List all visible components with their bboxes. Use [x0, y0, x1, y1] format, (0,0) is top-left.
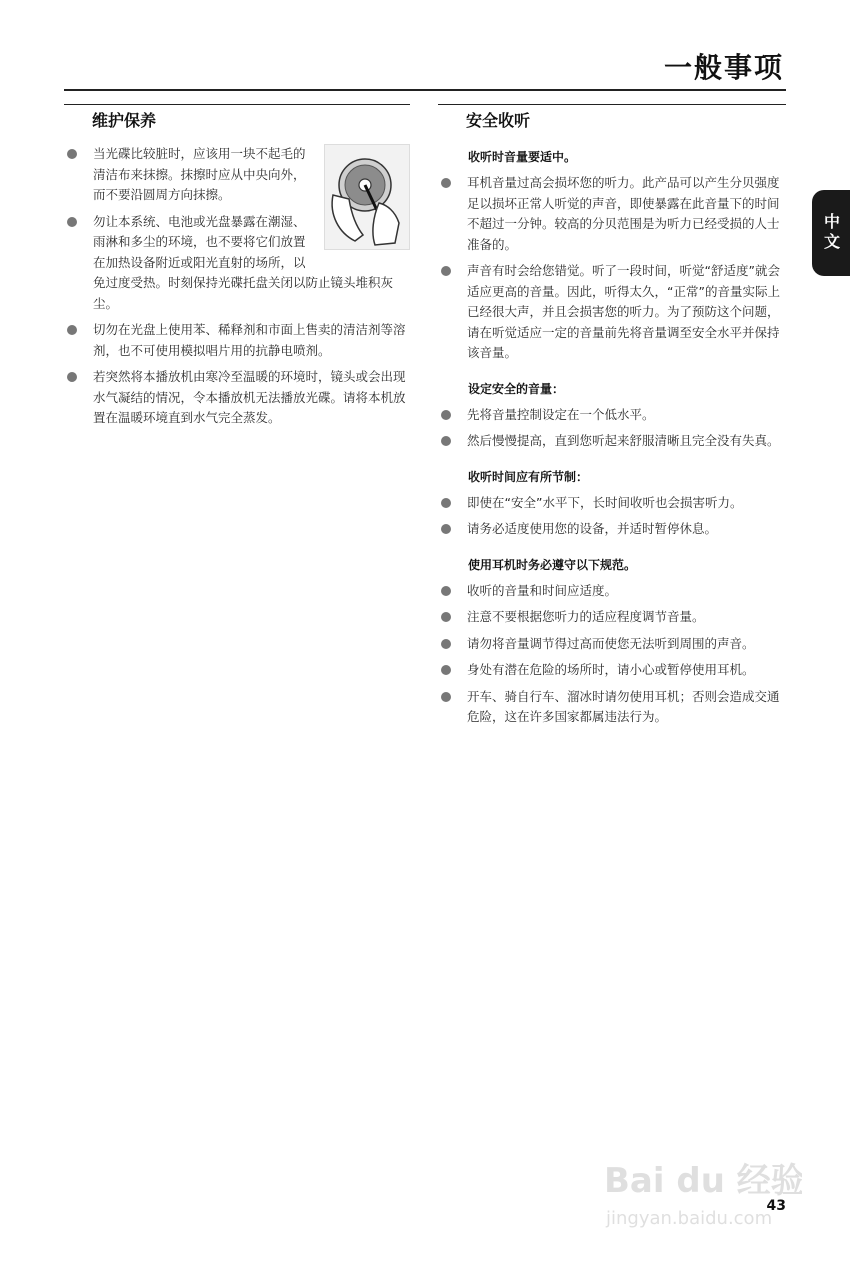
- list-item: [438, 431, 786, 452]
- bullet-icon: [67, 325, 77, 335]
- list-item: [64, 212, 410, 315]
- list-item-text: 然后慢慢提高，直到您听起来舒服清晰且完全没有失真。: [467, 433, 780, 448]
- subsection-list: [438, 493, 786, 540]
- list-item: [438, 405, 786, 426]
- bullet-icon: [441, 665, 451, 675]
- language-tab: 中文: [812, 190, 850, 276]
- list-item: [64, 320, 410, 361]
- list-item: [64, 367, 410, 429]
- subsection-list: [438, 581, 786, 728]
- bullet-icon: [441, 586, 451, 596]
- list-item: [438, 660, 786, 681]
- list-item: [64, 144, 410, 206]
- bullet-icon: [441, 498, 451, 508]
- title-rule: [64, 89, 786, 91]
- subsection-title: 收听时音量要适中。: [468, 150, 577, 164]
- list-item: [438, 607, 786, 628]
- list-item-text: 当光碟比较脏时，应该用一块不起毛的清洁布来抹擦。抹擦时应从中央向外，而不要沿圆周方向抹擦。: [93, 146, 306, 202]
- safe-listening-heading: 安全收听: [438, 104, 786, 132]
- bullet-icon: [441, 436, 451, 446]
- subsection-list: [438, 405, 786, 452]
- baidu-watermark: [602, 1140, 802, 1230]
- subsection-title: 设定安全的音量：: [468, 381, 565, 396]
- list-item-text: 切勿在光盘上使用苯、稀释剂和市面上售卖的清洁剂等溶剂，也不可使用模拟唱片用的抗静电喷剂。: [93, 322, 406, 358]
- page-title: 一般事项: [663, 51, 784, 84]
- maintenance-heading: 维护保养: [64, 104, 410, 132]
- list-item-text: 声音有时会给您错觉。听了一段时间，听觉“舒适度”就会适应更高的音量。因此，听得太久，“正常”的音量实际上已经很大声，并且会损害您的听力。为了预防这个问题，请在听觉适应一定的音量前先将音量调至安全水平并保持该音量。: [467, 263, 780, 360]
- bullet-icon: [67, 217, 77, 227]
- list-item-text: 请务必适度使用您的设备，并适时暂停休息。: [467, 521, 718, 536]
- list-item-text: 请勿将音量调节得过高而使您无法听到周围的声音。: [467, 635, 755, 651]
- bullet-icon: [441, 639, 451, 649]
- maintenance-list: [64, 144, 410, 429]
- list-item-text: 注意不要根据您听力的适应程度调节音量。: [467, 609, 705, 624]
- list-item-text: 勿让本系统、电池或光盘暴露在潮湿、雨淋和多尘的环境，也不要将它们放置在加热设备附近或阳光直射的场所，以免过度受热。时刻保持光碟托盘关闭以防止镜头堆积灰尘。: [93, 213, 394, 311]
- bullet-icon: [441, 612, 451, 622]
- list-item: [438, 519, 786, 540]
- subsection-title: 收听时间应有所节制：: [468, 469, 589, 484]
- bullet-icon: [441, 692, 451, 702]
- list-item-text: 身处有潜在危险的场所时，请小心或暂停使用耳机。: [467, 662, 755, 677]
- list-item-text: 若突然将本播放机由寒冷至温暖的环境时，镜头或会出现水气凝结的情况，令本播放机无法播放光碟。请将本机放置在温暖环境直到水气完全蒸发。: [93, 369, 406, 425]
- list-item-text: 开车、骑自行车、溜冰时请勿使用耳机；否则会造成交通危险，这在许多国家都属违法行为。: [467, 688, 780, 724]
- list-item: [438, 173, 786, 255]
- bullet-icon: [67, 149, 77, 159]
- list-item: [438, 493, 786, 514]
- bullet-icon: [441, 178, 451, 188]
- list-item: [438, 581, 786, 602]
- list-item-text: 收听的音量和时间应适度。: [467, 582, 618, 598]
- bullet-icon: [441, 524, 451, 534]
- subsection-title: 使用耳机时务必遵守以下规范。: [468, 557, 637, 572]
- bullet-icon: [441, 266, 451, 276]
- list-item-text: 即使在“安全”水平下，长时间收听也会损害听力。: [467, 494, 743, 510]
- page-number: 43: [766, 1198, 786, 1214]
- list-item: [438, 687, 786, 728]
- bullet-icon: [441, 410, 451, 420]
- list-item-text: 耳机音量过高会损坏您的听力。此产品可以产生分贝强度足以损坏正常人听觉的声音，即使暴露在此音量下的时间不超过一分钟。较高的分贝范围是为听力已经受损的人士准备的。: [467, 175, 780, 252]
- list-item: [438, 261, 786, 364]
- watermark-text-line1: Bai du 经验: [604, 1161, 802, 1201]
- list-item: [438, 634, 786, 655]
- maintenance-column: [64, 104, 410, 435]
- bullet-icon: [67, 372, 77, 382]
- list-item-text: 先将音量控制设定在一个低水平。: [467, 406, 655, 422]
- watermark-text-line2: jingyan.baidu.com: [606, 1208, 773, 1229]
- subsection-list: [438, 173, 786, 364]
- safe-listening-column: [438, 104, 786, 734]
